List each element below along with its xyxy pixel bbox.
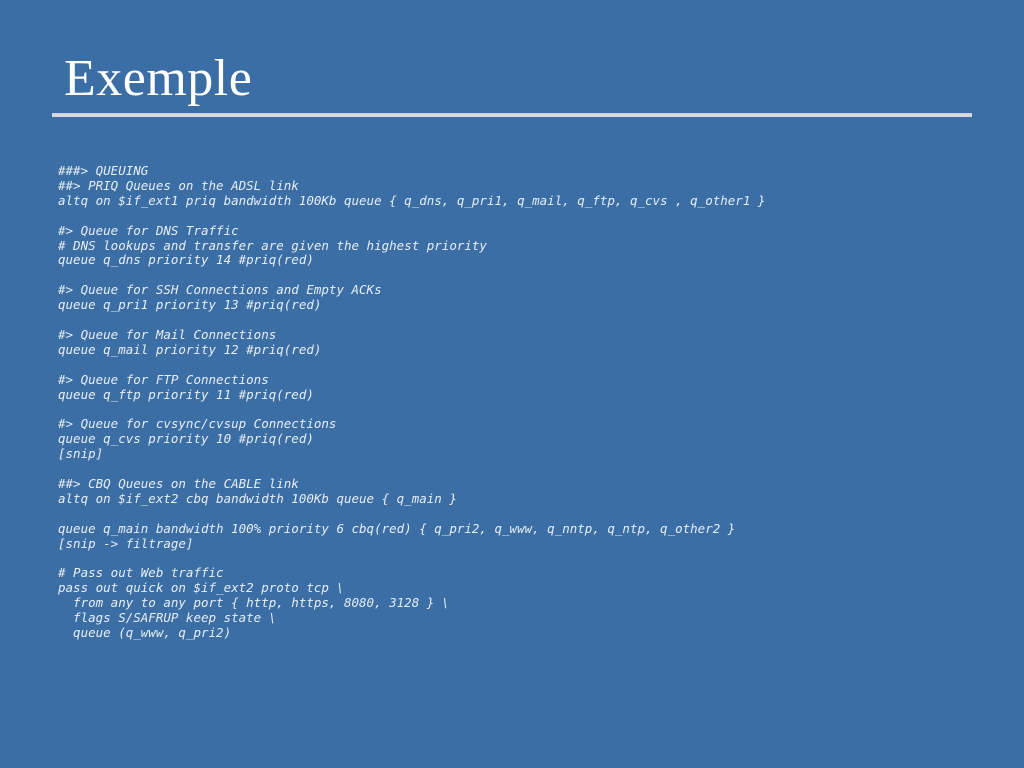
code-line: #> Queue for cvsync/cvsup Connections bbox=[58, 416, 337, 432]
code-line: #> Queue for FTP Connections bbox=[58, 371, 269, 387]
code-line: #> Queue for Mail Connections bbox=[58, 326, 277, 342]
code-line bbox=[58, 507, 978, 522]
code-line: # DNS lookups and transfer are given the highest priority bbox=[58, 237, 487, 253]
code-line bbox=[58, 313, 978, 328]
code-line: queue q_cvs priority 10 #priq(red) bbox=[58, 431, 314, 447]
code-line: ##> CBQ Queues on the CABLE link bbox=[58, 475, 299, 491]
code-line: #> Queue for DNS Traffic bbox=[58, 222, 239, 238]
code-line: queue (q_www, q_pri2) bbox=[58, 624, 232, 640]
code-line: queue q_pri1 priority 13 #priq(red) bbox=[58, 297, 322, 313]
code-line: altq on $if_ext1 priq bandwidth 100Kb queue { q_dns, q_pri1, q_mail, q_ftp, q_cvs , q_other1 } bbox=[58, 192, 766, 208]
code-line bbox=[58, 358, 978, 373]
title-divider bbox=[52, 113, 972, 117]
code-line: queue q_mail priority 12 #priq(red) bbox=[58, 341, 322, 357]
code-line: pass out quick on $if_ext2 proto tcp \ bbox=[58, 580, 344, 596]
code-line: queue q_dns priority 14 #priq(red) bbox=[58, 252, 314, 268]
code-line bbox=[58, 551, 978, 566]
code-line: queue q_main bandwidth 100% priority 6 cbq(red) { q_pri2, q_www, q_nntp, q_ntp, q_other2 } bbox=[58, 520, 736, 536]
code-line bbox=[58, 209, 978, 224]
code-line: ##> PRIQ Queues on the ADSL link bbox=[58, 177, 299, 193]
code-line: altq on $if_ext2 cbq bandwidth 100Kb queue { q_main } bbox=[58, 490, 457, 506]
code-line: queue q_ftp priority 11 #priq(red) bbox=[58, 386, 314, 402]
code-line: from any to any port { http, https, 8080, 3128 } \ bbox=[58, 595, 450, 611]
code-block bbox=[58, 164, 978, 641]
code-line bbox=[58, 402, 978, 417]
code-line: #> Queue for SSH Connections and Empty ACKs bbox=[58, 282, 382, 298]
code-line: flags S/SAFRUP keep state \ bbox=[58, 610, 277, 626]
code-line: [snip -> filtrage] bbox=[58, 535, 194, 551]
code-line bbox=[58, 268, 978, 283]
code-line: ###> QUEUING bbox=[58, 163, 149, 178]
code-line: [snip] bbox=[58, 446, 104, 462]
code-line: # Pass out Web traffic bbox=[58, 565, 224, 581]
code-line bbox=[58, 462, 978, 477]
page-title: Exemple bbox=[64, 50, 253, 107]
